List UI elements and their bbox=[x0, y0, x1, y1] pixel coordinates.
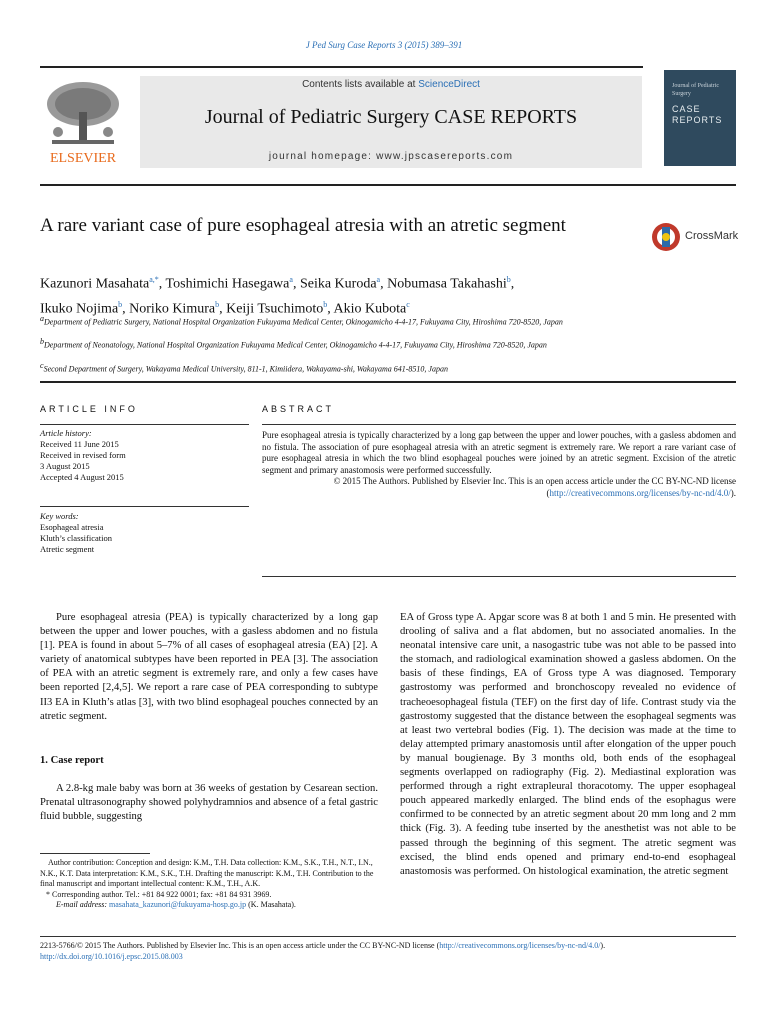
abstract-copyright bbox=[262, 476, 736, 499]
author-affiliation-mark[interactable]: b bbox=[506, 275, 511, 284]
author-affiliation-mark[interactable]: b bbox=[215, 299, 220, 309]
author-name[interactable]: Seika Kuroda bbox=[299, 276, 377, 292]
author-name[interactable]: Keiji Tsuchimoto bbox=[226, 301, 324, 317]
author-separator: , bbox=[510, 276, 515, 292]
cover-title: Journal of Pediatric Surgery bbox=[672, 83, 719, 97]
abstract-rule-top bbox=[262, 424, 736, 425]
header-bottom-rule bbox=[40, 184, 736, 186]
contents-availability bbox=[140, 79, 642, 90]
history-label: Article history: bbox=[40, 428, 92, 438]
author-name[interactable]: Toshimichi Hasegawa bbox=[165, 276, 290, 292]
affiliation-text: Department of Neonatology, National Hospital Organization Fukuyama Medical Center, Okinogamicho 4-4-17, Fukuyama City, Hiroshima 720-8520, Japan bbox=[44, 340, 547, 350]
email-label: E-mail address: bbox=[56, 900, 110, 909]
journal-citation[interactable]: J Ped Surg Case Reports 3 (2015) 389–391 bbox=[305, 40, 463, 50]
article-info-rule-top bbox=[40, 424, 249, 425]
copyright-close: ). bbox=[730, 487, 736, 498]
author-affiliation-mark[interactable]: a,* bbox=[149, 275, 159, 284]
elsevier-wordmark: ELSEVIER bbox=[49, 151, 117, 166]
author-separator: , bbox=[158, 276, 166, 292]
affiliation-text: Second Department of Surgery, Wakayama Medical University, 811-1, Kimiidera, Wakayama-shi, Wakayama 641-8510, Japan bbox=[43, 364, 448, 374]
crossmark-icon bbox=[651, 222, 681, 252]
author-separator: , bbox=[219, 301, 227, 317]
abstract-body bbox=[262, 430, 736, 499]
section-heading-case-report: 1. Case report bbox=[40, 755, 104, 766]
cover-subtitle: CASE REPORTS bbox=[672, 104, 723, 125]
issn-footer bbox=[40, 940, 740, 962]
email-suffix: (K. Masahata). bbox=[246, 900, 296, 909]
intro-paragraph: Pure esophageal atresia (PEA) is typically characterized by a long gap between the upper and lower pouches, with a gasless abdomen and no fistula [1]. PEA is found in about 5–7% of all cases of esophageal atresia (EA) [2]. A variety of anatomical subtypes have been reported in PEA [3]. The association of PEA with an atretic segment is extremely rare, and only a few cases have been reported [2,4,5]. We report a rare case of PEA corresponding to subtype II3 EA in Kluth’s atlas [3], with two blind esophageal pouches connected by an atretic segment. bbox=[40, 612, 378, 722]
keywords-label: Key words: bbox=[40, 511, 79, 521]
history-item: Accepted 4 August 2015 bbox=[40, 472, 124, 482]
author-list bbox=[40, 270, 730, 319]
contents-prefix: Contents lists available at bbox=[302, 79, 419, 90]
author-name[interactable]: Akio Kubota bbox=[333, 301, 407, 317]
journal-name: Journal of Pediatric Surgery CASE REPORTS bbox=[204, 106, 578, 128]
issn-text: 2213-5766/© 2015 The Authors. Published by Elsevier Inc. This is an open access article under the CC BY-NC-ND license ( bbox=[40, 941, 440, 950]
author-affiliation-mark[interactable]: a bbox=[289, 275, 293, 284]
author-separator: , bbox=[327, 301, 334, 317]
abstract-rule-bottom bbox=[262, 576, 736, 577]
affiliation-mark: a bbox=[40, 314, 44, 323]
crossmark-label: CrossMark bbox=[685, 230, 739, 242]
issn-close: ). bbox=[600, 941, 606, 950]
issn-line bbox=[40, 940, 740, 951]
footnote-rule bbox=[40, 853, 150, 854]
footer-license-link[interactable]: http://creativecommons.org/licenses/by-nc-nd/4.0/ bbox=[439, 941, 601, 950]
abstract-heading: ABSTRACT bbox=[262, 404, 335, 414]
article-info-heading: ARTICLE INFO bbox=[40, 404, 138, 414]
footer-rule bbox=[40, 936, 736, 937]
copyright-text: © 2015 The Authors. Published by Elsevier Inc. This is an open access article under the CC BY-NC-ND license ( bbox=[333, 476, 736, 498]
email-link[interactable]: masahata_kazunori@fukuyama-hosp.go.jp bbox=[109, 900, 247, 909]
author-name[interactable]: Kazunori Masahata bbox=[40, 276, 150, 292]
footnotes bbox=[40, 858, 380, 911]
email-line bbox=[40, 900, 380, 911]
affiliation-mark: b bbox=[40, 337, 44, 346]
article-info-rule bbox=[40, 381, 736, 383]
crossmark-badge[interactable] bbox=[651, 222, 741, 252]
journal-homepage[interactable]: journal homepage: www.jpscasereports.com bbox=[268, 151, 514, 162]
case-continued-paragraph: EA of Gross type A. Apgar score was 8 at both 1 and 5 min. He presented with drooling of saliva and a flat abdomen, but no associated anomalies. In the neonatal intensive care unit, a nasogastric tube was not able to be passed into the stomach, and radiological examination showed a gasless abdomen. On the basis of these findings, EA of Gross type A was diagnosed. Temporary gastrostomy was performed and bronchoscopy revealed no evidence of tracheoesophageal fistula (TEF) on the first day of life. Contrast study via the gastrostomy suggested that the distance between the esophageal segments was at least two vertebral bodies (Fig. 1). The decision was made at the time to delay attempted primary anastomosis until after elongation of the upper pouch by manual bougienage. By 3 months old, both ends of the esophageal segments overlapped on radiography (Fig. 2). Mediastinal exploration was performed through a right extrapleural thoracotomy. The upper esophageal pouch appeared markedly enlarged. The blind ends of the esophagus were confirmed to be connected by an atretic segment about 20 mm long and 2 mm thick (Fig. 3). A feeding tube inserted by the anesthetist was not able to be passed through the beginning of this segment. The atretic segment was excised, the blind ends opened and primary end-to-end esophageal anastomosis was performed. On histological examination, the atretic segment bbox=[400, 612, 736, 877]
affiliation-mark: c bbox=[40, 361, 44, 370]
journal-cover-thumbnail bbox=[664, 70, 736, 166]
sciencedirect-link[interactable]: ScienceDirect bbox=[418, 79, 480, 90]
affiliation-text: Department of Pediatric Surgery, National Hospital Organization Fukuyama Medical Center, Okinogamicho 4-4-17, Fukuyama City, Hiroshima 720-8520, Japan bbox=[44, 317, 563, 327]
keywords bbox=[40, 511, 249, 555]
corresponding-author: * Corresponding author. Tel.: +81 84 922 0001; fax: +81 84 931 3969. bbox=[46, 889, 272, 899]
article-title: A rare variant case of pure esophageal atresia with an atretic segment bbox=[40, 215, 566, 236]
author-affiliation-mark[interactable]: c bbox=[406, 299, 410, 309]
author-name[interactable]: Ikuko Nojima bbox=[40, 301, 119, 317]
license-link[interactable]: http://creativecommons.org/licenses/by-nc-nd/4.0/ bbox=[549, 487, 731, 498]
author-name[interactable]: Noriko Kimura bbox=[129, 301, 216, 317]
header-top-rule bbox=[40, 66, 643, 68]
keyword: Atretic segment bbox=[40, 544, 95, 554]
author-contribution: Author contribution: Conception and design: K.M., T.H. Data collection: K.M., S.K., T.H., N.T., I.N., N.K., K.T. Data interpretation: K.M., S.K., T.H. Drafting the manuscript: K.M., T.H. Contribution to the final manuscript and important intellectual content: K.M., T.H., A.K. bbox=[40, 858, 374, 888]
affiliation-c bbox=[40, 360, 640, 375]
article-history bbox=[40, 428, 249, 483]
author-name[interactable]: Nobumasa Takahashi bbox=[387, 276, 507, 292]
abstract-text: Pure esophageal atresia is typically characterized by a long gap between the upper and lower pouches, with a gasless abdomen and no fistula. The association of pure esophageal atresia with an atretic segment is extremely rare. We report a rare variant case of pure esophageal atresia in which the two blind esophageal pouches were joined by an atretic segment. Excision of the atretic segment and primary anastomosis were performed successfully. bbox=[262, 430, 736, 475]
case-paragraph: A 2.8-kg male baby was born at 36 weeks of gestation by Cesarean section. Prenatal ultrasonography showed polyhydramnios and absence of a fetal gastric fluid bubble, suggesting bbox=[40, 783, 379, 823]
author-separator: , bbox=[380, 276, 388, 292]
author-separator: , bbox=[122, 301, 130, 317]
history-item: Received in revised form bbox=[40, 450, 126, 460]
keyword: Esophageal atresia bbox=[40, 522, 104, 532]
history-item: Received 11 June 2015 bbox=[40, 439, 119, 449]
affiliation-a bbox=[40, 313, 640, 328]
author-affiliation-mark[interactable]: b bbox=[118, 299, 123, 309]
author-separator: , bbox=[292, 276, 300, 292]
doi-link[interactable]: http://dx.doi.org/10.1016/j.epsc.2015.08.003 bbox=[40, 952, 183, 961]
author-affiliation-mark[interactable]: a bbox=[376, 275, 381, 284]
elsevier-tree-logo bbox=[38, 76, 128, 166]
author-affiliation-mark[interactable]: b bbox=[323, 299, 328, 309]
history-item: 3 August 2015 bbox=[40, 461, 90, 471]
keyword: Kluth’s classification bbox=[40, 533, 113, 543]
affiliation-b bbox=[40, 336, 640, 351]
keywords-rule bbox=[40, 506, 249, 507]
